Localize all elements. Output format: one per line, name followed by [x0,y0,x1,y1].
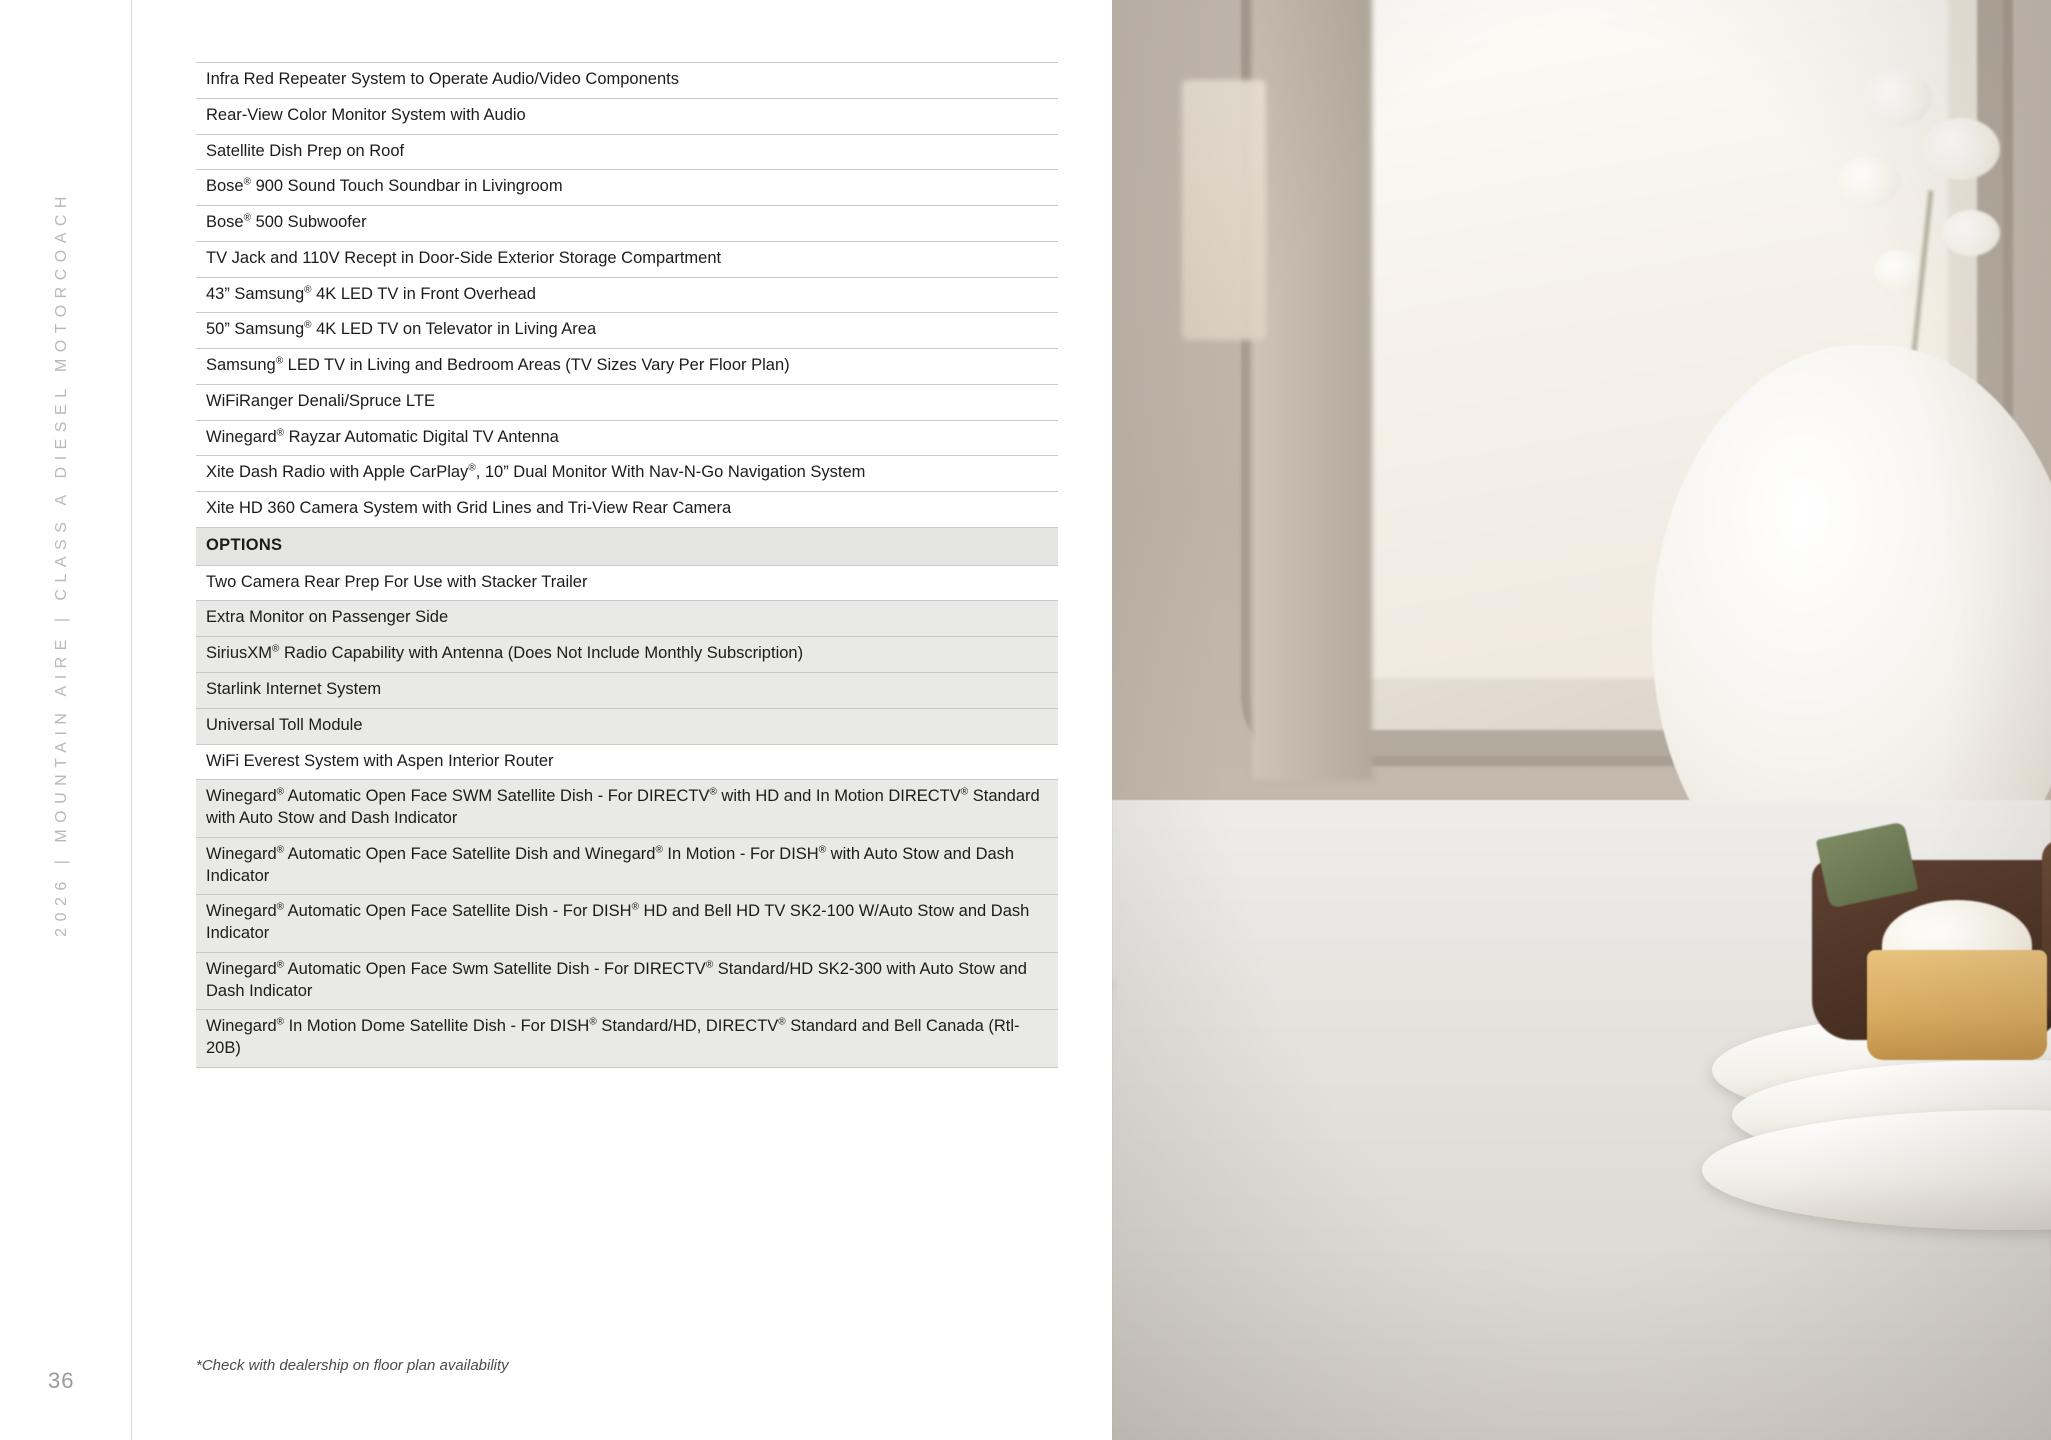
interior-dessert-photo [1112,0,2051,1440]
spec-row: Winegard® Automatic Open Face Satellite Dish and Winegard® In Motion - For DISH® with Auto Stow and Dash Indicator [196,837,1058,895]
spec-row: Satellite Dish Prep on Roof [196,134,1058,170]
spec-row: WiFi Everest System with Aspen Interior Router [196,744,1058,780]
footnote: *Check with dealership on floor plan availability [196,1357,509,1374]
spec-row: Winegard® In Motion Dome Satellite Dish - For DISH® Standard/HD, DIRECTV® Standard and Bell Canada (Rtl-20B) [196,1009,1058,1068]
specifications-table [196,62,1058,1068]
side-caption-text: 2026 | MOUNTAIN AIRE | CLASS A DIESEL MOTORCOACH [53,190,70,937]
spec-row: Starlink Internet System [196,672,1058,708]
spec-row: Universal Toll Module [196,708,1058,744]
spec-row: Winegard® Automatic Open Face Satellite Dish - For DISH® HD and Bell HD TV SK2-100 W/Auto Stow and Dash Indicator [196,894,1058,952]
page-number: 36 [48,1368,75,1393]
spec-row: Extra Monitor on Passenger Side [196,600,1058,636]
left-margin-rule [131,0,132,1440]
vertical-side-caption [42,190,82,1250]
spec-row: WiFiRanger Denali/Spruce LTE [196,384,1058,420]
photo-vignette [1112,0,2051,1440]
spec-row: Two Camera Rear Prep For Use with Stacker Trailer [196,565,1058,601]
spec-section-header: OPTIONS [196,527,1058,565]
spec-row: Bose® 500 Subwoofer [196,205,1058,241]
spec-row: Xite HD 360 Camera System with Grid Lines and Tri-View Rear Camera [196,491,1058,527]
spec-row: 50” Samsung® 4K LED TV on Televator in Living Area [196,312,1058,348]
spec-row: 43” Samsung® 4K LED TV in Front Overhead [196,277,1058,313]
spec-row: Xite Dash Radio with Apple CarPlay®, 10” Dual Monitor With Nav-N-Go Navigation System [196,455,1058,491]
spec-row: TV Jack and 110V Recept in Door-Side Exterior Storage Compartment [196,241,1058,277]
spec-row: Winegard® Automatic Open Face SWM Satellite Dish - For DIRECTV® with HD and In Motion DIRECTV® Standard with Auto Stow and Dash Indicator [196,779,1058,837]
spec-row: SiriusXM® Radio Capability with Antenna (Does Not Include Monthly Subscription) [196,636,1058,672]
spec-row: Rear-View Color Monitor System with Audio [196,98,1058,134]
spec-row: Winegard® Rayzar Automatic Digital TV Antenna [196,420,1058,456]
spec-row: Bose® 900 Sound Touch Soundbar in Livingroom [196,169,1058,205]
spec-row: Samsung® LED TV in Living and Bedroom Areas (TV Sizes Vary Per Floor Plan) [196,348,1058,384]
spec-row: Infra Red Repeater System to Operate Audio/Video Components [196,62,1058,98]
spec-row: Winegard® Automatic Open Face Swm Satellite Dish - For DIRECTV® Standard/HD SK2-300 with Auto Stow and Dash Indicator [196,952,1058,1010]
